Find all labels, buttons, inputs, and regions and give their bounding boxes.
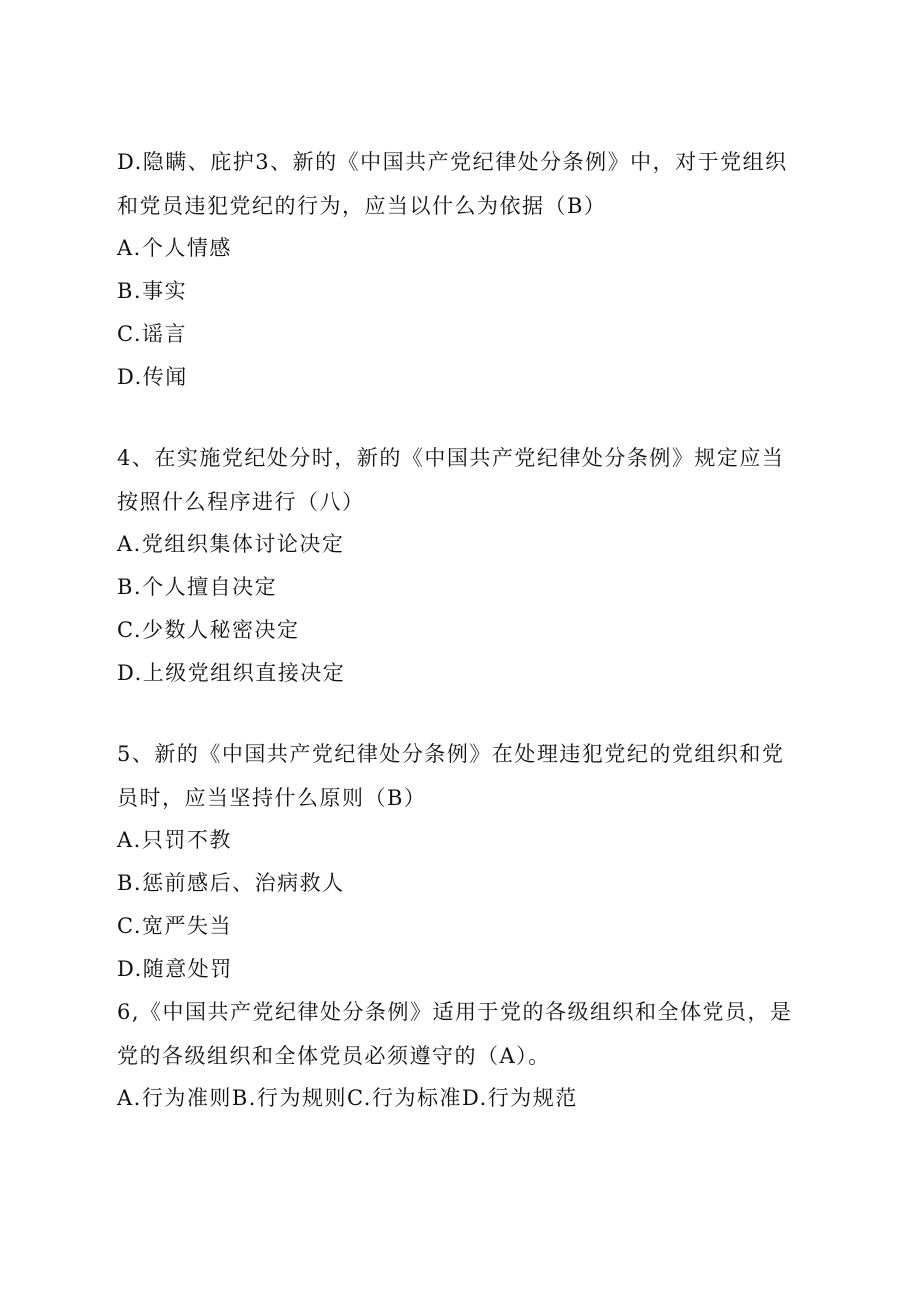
question-text xyxy=(117,446,817,514)
option-d: D.传闻 xyxy=(117,365,188,389)
question-line: 员时，应当坚持什么原则（B） xyxy=(117,786,427,810)
question-line: 按照什么程序进行（八） xyxy=(117,490,365,514)
option-a: A.个人情感 xyxy=(117,236,232,260)
option-c: C.少数人秘密决定 xyxy=(117,618,300,642)
question-3 xyxy=(117,150,817,389)
question-4 xyxy=(117,446,817,685)
question-line: 党的各级组织和全体党员必须遵守的（A）。 xyxy=(117,1044,551,1068)
question-text xyxy=(117,150,817,218)
option-a: A.党组织集体讨论决定 xyxy=(117,532,345,556)
question-5 xyxy=(117,742,817,981)
option-c: C.宽严失当 xyxy=(117,914,232,938)
question-line: 5、新的《中国共产党纪律处分条例》在处理违犯党纪的党组织和党 xyxy=(117,742,785,766)
question-line: D.隐瞒、庇护3、新的《中国共产党纪律处分条例》中，对于党组织 xyxy=(117,150,788,174)
option-b: B.事实 xyxy=(117,279,188,303)
option-d: D.上级党组织直接决定 xyxy=(117,661,346,685)
question-line: 4、在实施党纪处分时，新的《中国共产党纪律处分条例》规定应当 xyxy=(117,446,785,470)
question-line: 和党员违犯党纪的行为，应当以什么为依据（B） xyxy=(117,194,607,218)
question-line: 6,《中国共产党纪律处分条例》适用于党的各级组织和全体党员，是 xyxy=(117,1000,793,1024)
option-b: B.惩前感后、治病救人 xyxy=(117,871,345,895)
option-d: D.随意处罚 xyxy=(117,957,233,981)
question-text xyxy=(117,742,817,810)
option-a: A.只罚不教 xyxy=(117,828,232,852)
option-c: C.谣言 xyxy=(117,322,187,346)
document-page xyxy=(117,150,817,1129)
options-inline: A.行为准则B.行为规则C.行为标准D.行为规范 xyxy=(117,1086,578,1110)
option-b: B.个人擅自决定 xyxy=(117,575,278,599)
question-text xyxy=(117,1000,817,1068)
question-6 xyxy=(117,1000,817,1110)
